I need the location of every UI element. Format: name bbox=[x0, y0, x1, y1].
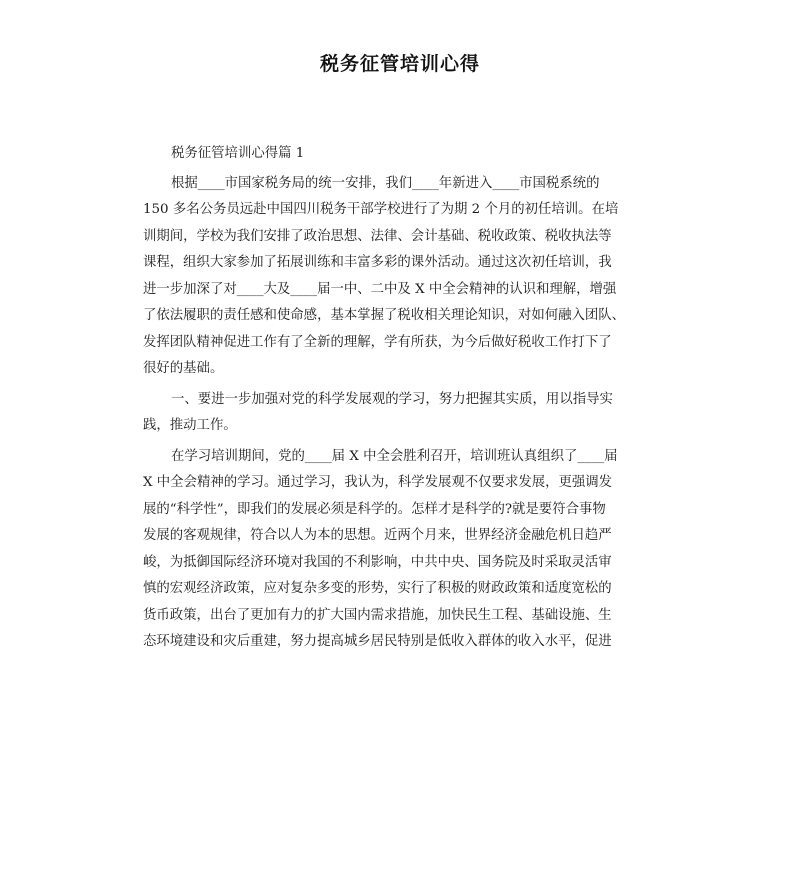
document-body bbox=[143, 141, 658, 656]
document-title: 税务征管培训心得 bbox=[319, 53, 480, 75]
paragraph-line: 慎的宏观经济政策，应对复杂多变的形势，实行了积极的财政政策和适度宽松的 bbox=[143, 581, 612, 596]
paragraph-line: 150 多名公务员远赴中国四川税务干部学校进行了为期 2 个月的初任培训。在培 bbox=[143, 202, 619, 217]
paragraph-line: 在学习培训期间，党的____届 X 中全会胜利召开，培训班认真组织了____届 bbox=[171, 448, 618, 464]
paragraph-line: 践，推动工作。 bbox=[143, 418, 237, 433]
paragraph-line: 态环境建设和灾后重建，努力提高城乡居民特别是低收入群体的收入水平，促进 bbox=[143, 634, 612, 649]
section-heading: 税务征管培训心得篇 1 bbox=[171, 146, 305, 161]
paragraph-line: 峻，为抵御国际经济环境对我国的不利影响，中共中央、国务院及时采取灵活审 bbox=[143, 554, 612, 570]
paragraph-line: 了依法履职的责任感和使命感，基本掌握了税收相关理论知识，对如何融入团队、 bbox=[143, 308, 626, 323]
paragraph-line: 训期间，学校为我们安排了政治思想、法律、会计基础、税收政策、税收执法等 bbox=[143, 228, 612, 244]
paragraph-line: 进一步加深了对____大及____届一中、二中及 X 中全会精神的认识和理解，增强 bbox=[143, 281, 617, 297]
paragraph-line: 货币政策，出台了更加有力的扩大国内需求措施，加快民生工程、基础设施、生 bbox=[143, 607, 612, 623]
paragraph-line: 展的“科学性”，即我们的发展必须是科学的。怎样才是科学的?就是要符合事物 bbox=[143, 501, 606, 517]
paragraph-line: 课程，组织大家参加了拓展训练和丰富多彩的课外活动。通过这次初任培训，我 bbox=[143, 255, 612, 270]
paragraph-line: 根据____市国家税务局的统一安排，我们____年新进入____市国税系统的 bbox=[171, 175, 600, 191]
paragraph-line: 发挥团队精神促进工作有了全新的理解，学有所获，为今后做好税收工作打下了 bbox=[143, 334, 612, 350]
paragraph-line: 很好的基础。 bbox=[143, 361, 224, 376]
paragraph-line: X 中全会精神的学习。通过学习，我认为，科学发展观不仅要求发展，更强调发 bbox=[143, 475, 613, 490]
paragraph-line: 一、要进一步加强对党的科学发展观的学习，努力把握其实质，用以指导实 bbox=[171, 391, 613, 407]
paragraph-line: 发展的客观规律，符合以人为本的思想。近两个月来，世界经济金融危机日趋严 bbox=[143, 528, 612, 543]
